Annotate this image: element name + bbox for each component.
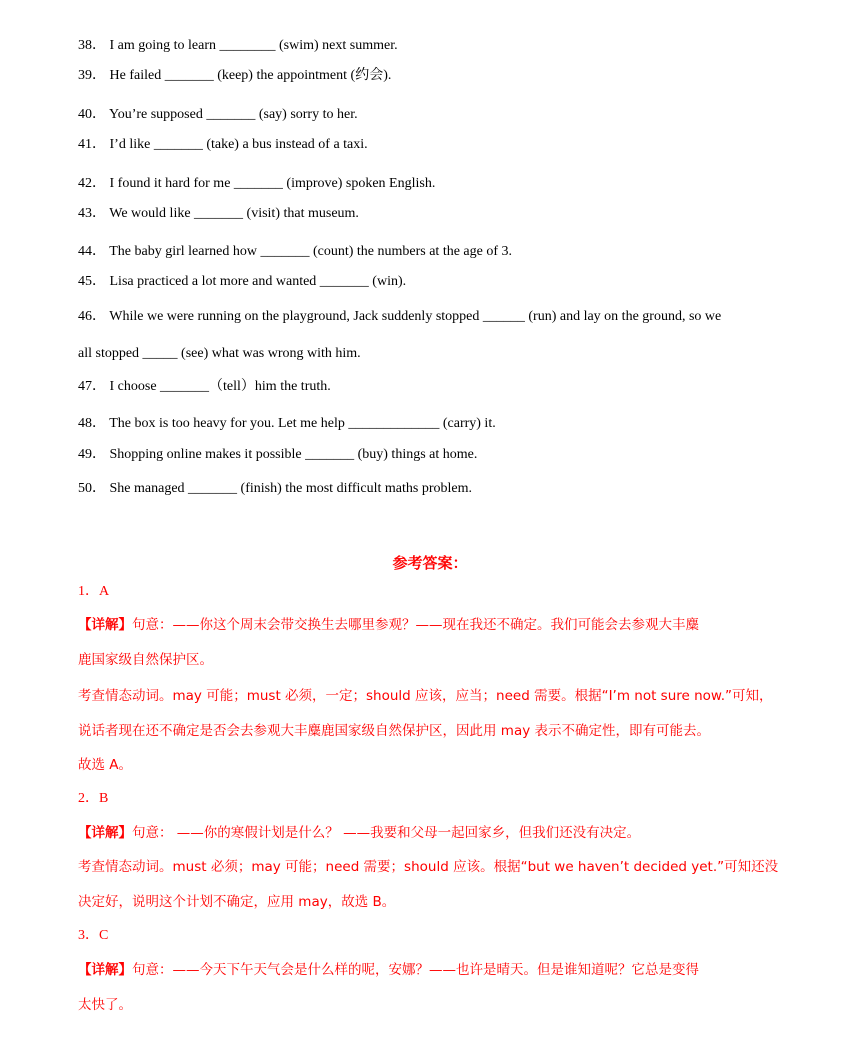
question-47: 47． I choose _______（tell）him the truth.: [78, 379, 331, 394]
answer-1-explanation: 【详解】句意：——你这个周末会带交换生去哪里参观？——现在我还不确定。我们可能会去参观大丰麋: [78, 617, 699, 633]
question-41: 41． I’d like _______ (take) a bus instead of a taxi.: [78, 137, 368, 152]
question-38: 38． I am going to learn ________ (swim) next summer.: [78, 38, 398, 53]
answer-2-choice: 2．B: [78, 791, 109, 806]
answer-1-analysis: 考查情态动词。may 可能；must 必须，一定；should 应该，应当；need 需要。根据“I’m not sure now.”可知，: [78, 688, 773, 704]
question-50: 50． She managed _______ (finish) the most difficult maths problem.: [78, 481, 473, 496]
answer-3-choice: 3．C: [78, 928, 109, 943]
explanation-label: 【详解】: [78, 825, 132, 841]
question-42: 42． I found it hard for me _______ (improve) spoken English.: [78, 176, 436, 191]
answer-2-explanation: 【详解】句意： ——你的寒假计划是什么？ ——我要和父母一起回家乡，但我们还没有决定。: [78, 825, 641, 841]
question-39: 39． He failed _______ (keep) the appointment (约会).: [78, 68, 392, 83]
question-49: 49． Shopping online makes it possible _______ (buy) things at home.: [78, 447, 478, 462]
question-46-continued: all stopped _____ (see) what was wrong with him.: [78, 346, 361, 361]
answer-1-choice: 1．A: [78, 584, 110, 599]
answer-3-explanation: 【详解】句意：——今天下午天气会是什么样的呢，安娜？——也许是晴天。但是谁知道呢？它总是变得: [78, 962, 699, 978]
answer-1-analysis-cont: 说话者现在还不确定是否会去参观大丰麋鹿国家级自然保护区，因此用 may 表示不确定性，即有可能去。: [78, 723, 710, 739]
question-48: 48． The box is too heavy for you. Let me help _____________ (carry) it.: [78, 416, 496, 431]
answer-2-analysis-cont: 决定好，说明这个计划不确定，应用 may，故选 B。: [78, 894, 396, 910]
question-44: 44． The baby girl learned how _______ (count) the numbers at the age of 3.: [78, 244, 513, 259]
explanation-label: 【详解】: [78, 962, 132, 978]
answer-2-analysis: 考查情态动词。must 必须；may 可能；need 需要；should 应该。根据“but we haven’t decided yet.”可知还没: [78, 859, 779, 875]
question-40: 40． You’re supposed _______ (say) sorry to her.: [78, 107, 358, 122]
explanation-label: 【详解】: [78, 617, 132, 633]
answer-1-conclusion: 故选 A。: [78, 757, 133, 773]
question-46: 46． While we were running on the playground, Jack suddenly stopped ______ (run) and lay on the ground, so we: [78, 309, 722, 324]
answer-3-explanation-cont: 太快了。: [78, 997, 132, 1013]
answers-title: 参考答案：: [392, 554, 468, 572]
answer-1-explanation-cont: 鹿国家级自然保护区。: [78, 652, 213, 668]
question-43: 43． We would like _______ (visit) that museum.: [78, 206, 359, 221]
question-45: 45． Lisa practiced a lot more and wanted _______ (win).: [78, 274, 407, 289]
